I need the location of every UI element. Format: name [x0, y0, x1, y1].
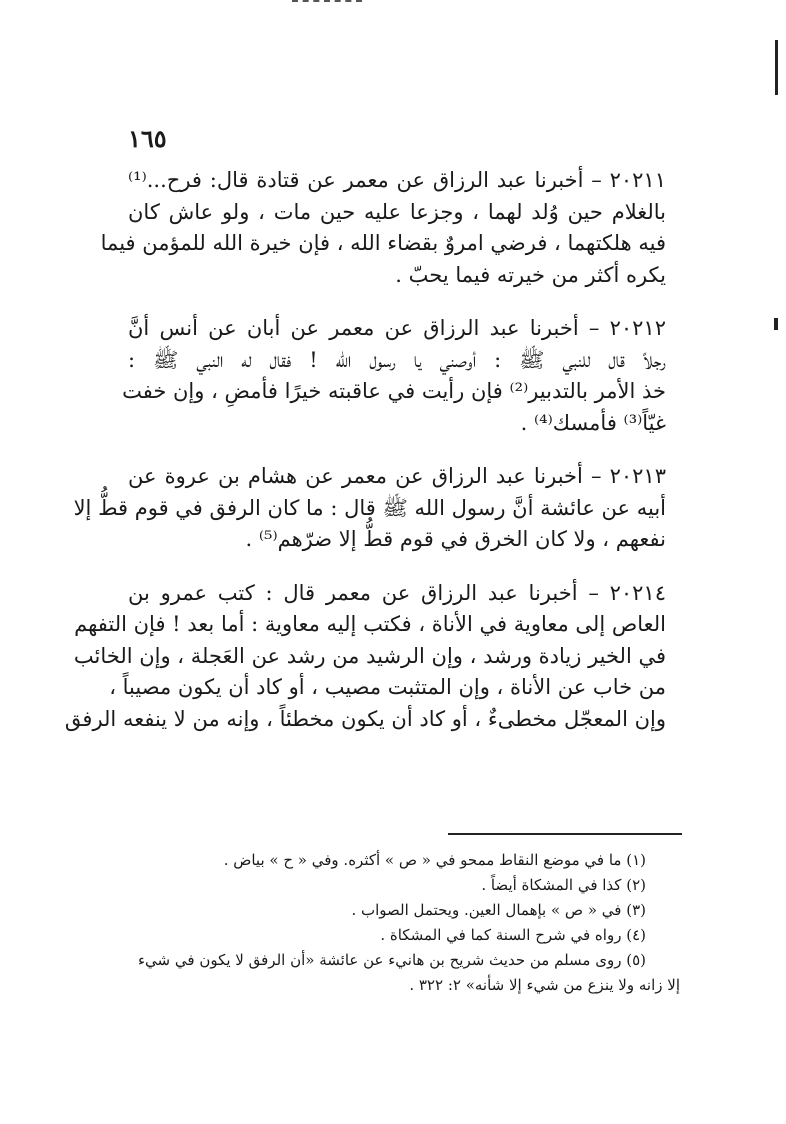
text-line: ٢٠٢١٢ – أخبرنا عبد الرزاق عن معمر عن أبان عن أنس أنَّ — [128, 316, 666, 340]
footnote-1: (١) ما في موضع النقاط ممحو في « ص » أكثره. وفي « ح » بياض . — [223, 851, 646, 869]
edge-mark-top — [775, 40, 778, 95]
footnote-2: (٢) كذا في المشكاة أيضاً . — [481, 876, 646, 894]
text-line: نفعهم ، ولا كان الخرق في قوم قطُّ إلا ضرّهم⁽⁵⁾ . — [245, 527, 666, 551]
text-line: غيّاً⁽³⁾ فأمسك⁽⁴⁾ . — [520, 410, 666, 435]
text-line: من خاب عن الأناة ، وإن المتثبت مصيب ، أو كاد أن يكون مصيباً ، — [109, 675, 666, 699]
footnote-separator — [448, 833, 682, 835]
footnotes — [100, 848, 680, 998]
hadith-20213 — [73, 461, 666, 556]
text-line: خذ الأمر بالتدبير⁽²⁾ فإن رأيت في عاقبته خيرًا فأمضِ ، وإن خفت — [122, 379, 666, 403]
text-line: ٢٠٢١٤ – أخبرنا عبد الرزاق عن معمر قال : كتب عمرو بن — [128, 580, 666, 605]
hadith-20214 — [64, 578, 666, 736]
footnote-5: (٥) روى مسلم من حديث شريح بن هانيء عن عائشة «أن الرفق لا يكون في شيء — [137, 951, 646, 969]
text-line: بالغلام حين وُلد لهما ، وجزعا عليه حين مات ، ولو عاش كان — [128, 199, 666, 224]
text-line: رجلاً قال للنبي ﷺ : أوصني يا رسول الله ! فقال له النبي ﷺ : — [128, 347, 666, 372]
text-line: العاص إلى معاوية في الأناة ، فكتب إليه معاوية : أما بعد ! فإن التفهم — [74, 612, 666, 636]
hadith-20212 — [122, 313, 666, 439]
footnote-5-continuation: إلا زانه ولا ينزع من شيء إلا شأنه» ٢: ٣٢٢ . — [409, 976, 680, 994]
text-line: ٢٠٢١١ – أخبرنا عبد الرزاق عن معمر عن قتادة قال: فرح...⁽¹⁾ — [128, 168, 666, 192]
footnote-4: (٤) رواه في شرح السنة كما في المشكاة . — [380, 926, 646, 944]
footnote-3: (٣) في « ص » بإهمال العين. ويحتمل الصواب . — [351, 901, 646, 919]
text-line: فيه هلكتهما ، فرضي امروٌ بقضاء الله ، فإن خيرة الله للمؤمن فيما — [100, 231, 666, 255]
edge-mark-middle — [774, 318, 778, 330]
page-number: ١٦٥ — [128, 124, 167, 153]
hadith-20211 — [100, 165, 666, 291]
text-line: أبيه عن عائشة أنَّ رسول الله ﷺ قال : ما كان الرفق في قوم قطُّ إلا — [73, 495, 666, 520]
text-line: وإن المعجّل مخطىءٌ ، أو كاد أن يكون مخطئاً ، وإنه من لا ينفعه الرفق — [64, 706, 666, 731]
main-text — [64, 165, 666, 757]
text-line: ٢٠٢١٣ – أخبرنا عبد الرزاق عن معمر عن هشام بن عروة عن — [128, 464, 666, 488]
text-line: في الخير زيادة ورشد ، وإن الرشيد من رشد عن العَجلة ، وإن الخائب — [73, 643, 666, 668]
text-line: يكره أكثر من خيرته فيما يحبّ . — [395, 262, 666, 287]
top-dashed-rule — [292, 0, 362, 2]
